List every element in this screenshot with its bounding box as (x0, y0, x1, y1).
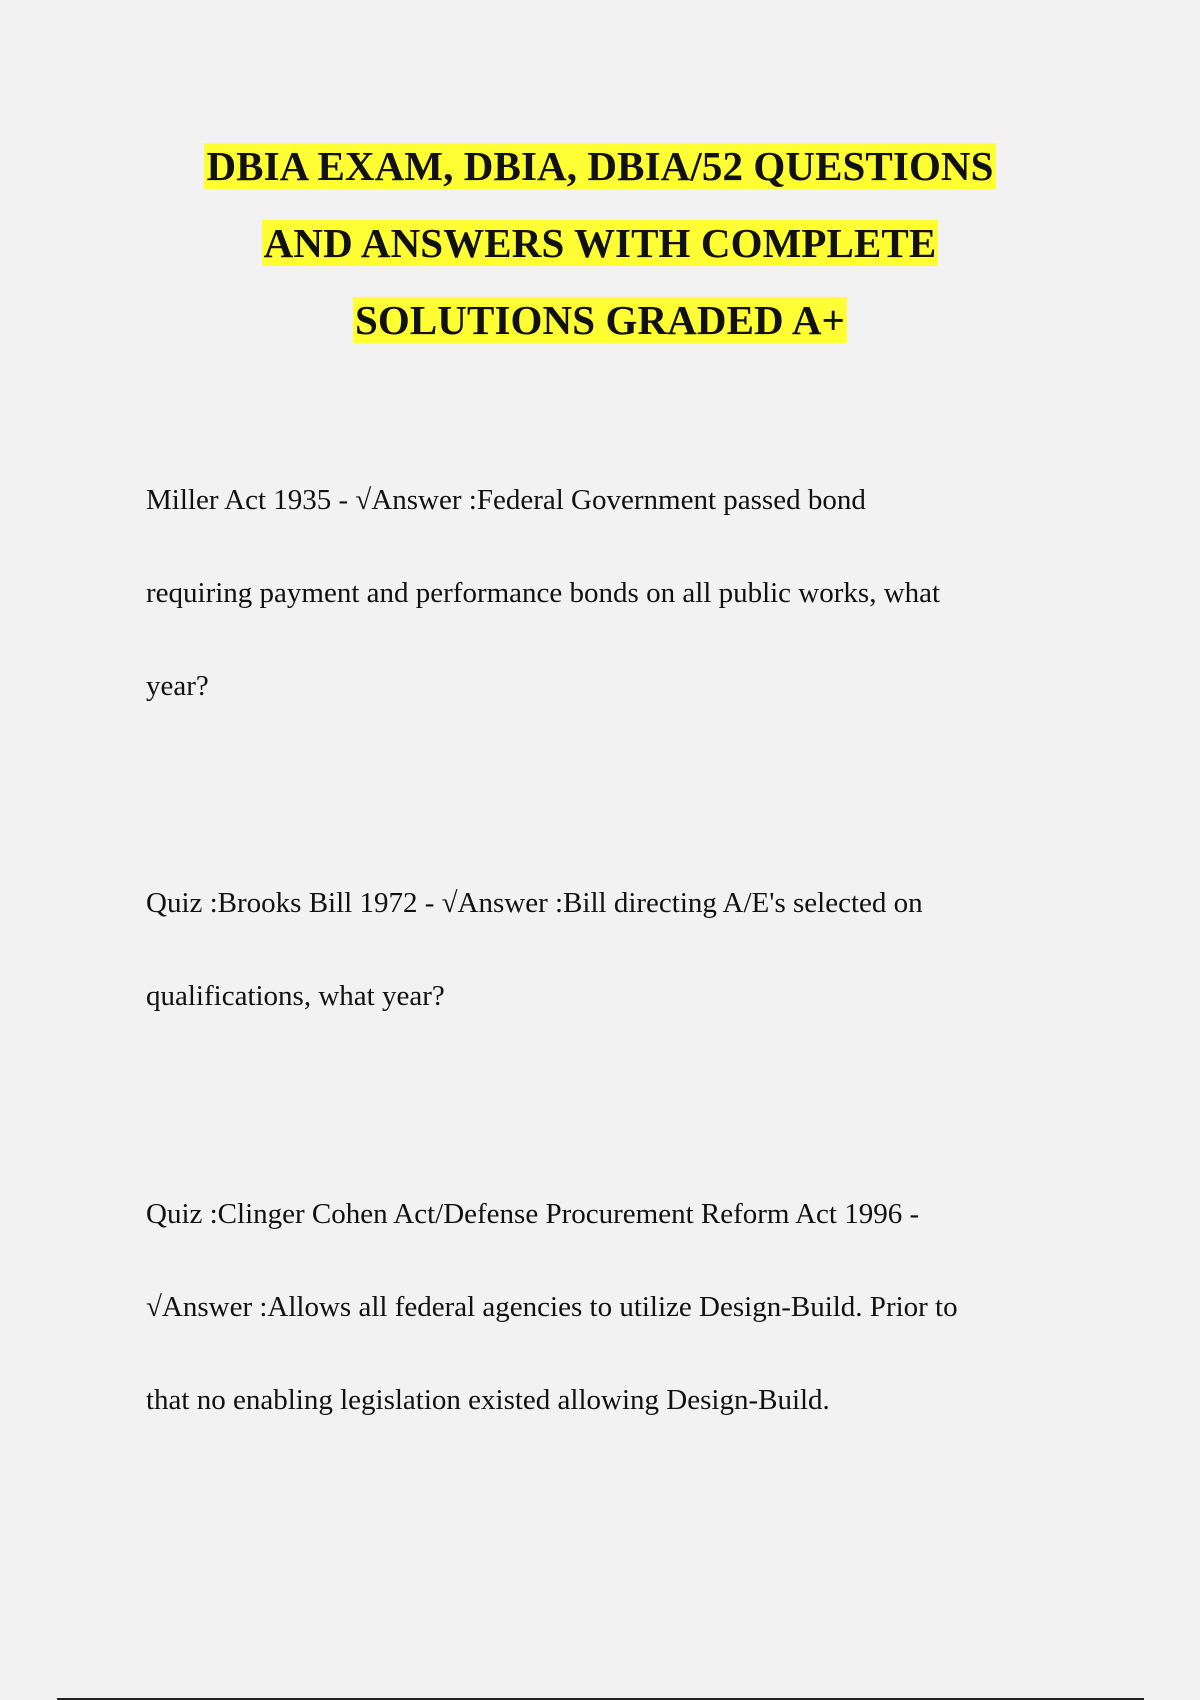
entry-line: Quiz :Brooks Bill 1972 - √Answer :Bill directing A/E's selected on (146, 887, 923, 919)
qa-entry-clinger-cohen (146, 1196, 1066, 1475)
entry-line: year? (146, 670, 209, 702)
title-line (100, 140, 1100, 217)
qa-entry-brooks-bill (146, 885, 1066, 1071)
entry-line: requiring payment and performance bonds on all public works, what (146, 577, 941, 609)
entry-line: that no enabling legislation existed allowing Design-Build. (146, 1384, 830, 1416)
title-line (100, 294, 1100, 371)
title-text: AND ANSWERS WITH COMPLETE (263, 220, 937, 266)
title-line (100, 217, 1100, 294)
title-text: DBIA EXAM, DBIA, DBIA/52 QUESTIONS (206, 143, 994, 189)
entry-line: √Answer :Allows all federal agencies to utilize Design-Build. Prior to (146, 1291, 958, 1323)
entry-line: Quiz :Clinger Cohen Act/Defense Procurement Reform Act 1996 - (146, 1198, 920, 1230)
qa-entry-miller-act (146, 482, 1066, 761)
document-title (100, 140, 1100, 371)
title-text: SOLUTIONS GRADED A+ (354, 297, 846, 343)
entry-line: Miller Act 1935 - √Answer :Federal Government passed bond (146, 484, 866, 516)
entry-line: qualifications, what year? (146, 980, 445, 1012)
